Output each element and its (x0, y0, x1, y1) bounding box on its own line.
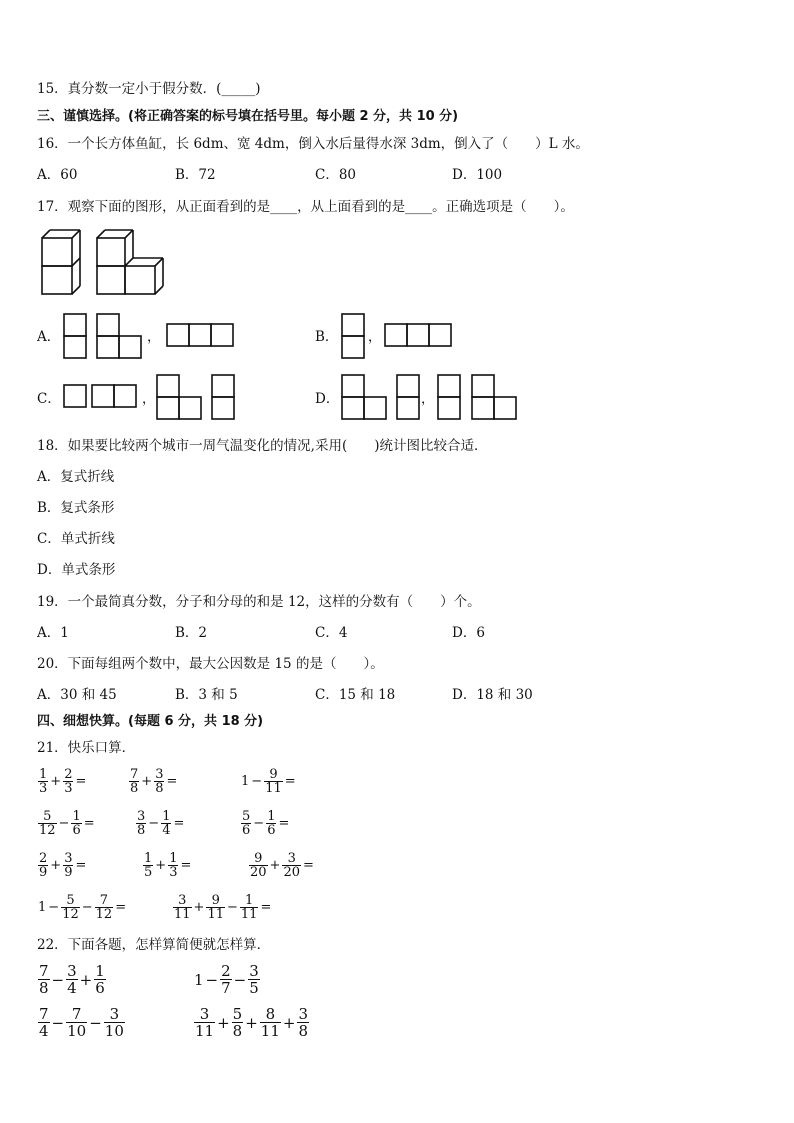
q21-expr-4-2 (172, 894, 272, 921)
denominator: 10 (67, 1022, 87, 1040)
cube-stack-figure (40, 228, 170, 298)
q17-option-c-label: C． (37, 391, 61, 407)
q16-option-d: D．100 (452, 167, 503, 183)
q18-option-a: A．复式折线 (37, 469, 115, 485)
denominator: 7 (221, 979, 231, 997)
operator: = (115, 900, 127, 915)
fraction (206, 894, 225, 921)
denominator: 6 (95, 979, 105, 997)
question-20-stem: 20．下面每组两个数中，最大公因数是 15 的是（ ）。 (37, 656, 384, 672)
fraction (173, 894, 192, 921)
denominator: 3 (64, 781, 73, 796)
fraction (38, 1006, 50, 1039)
denominator: 3 (169, 865, 178, 880)
operator: = (83, 816, 95, 831)
denominator: 4 (162, 823, 171, 838)
operator: = (166, 774, 178, 789)
operator: + (269, 858, 281, 873)
denominator: 8 (130, 781, 139, 796)
numerator: 5 (43, 809, 52, 824)
denominator: 11 (195, 1022, 215, 1040)
denominator: 12 (95, 907, 113, 922)
operator: − (81, 900, 93, 915)
q17-option-a-comma: ， (147, 329, 161, 345)
operator: = (260, 900, 272, 915)
q19-option-a: A．1 (37, 625, 69, 641)
question-17-stem: 17．观察下面的图形，从正面看到的是____，从上面看到的是____。正确选项是（ ）。 (37, 199, 574, 215)
fraction (61, 894, 80, 921)
numerator: 7 (39, 962, 49, 980)
denominator: 11 (260, 1022, 280, 1040)
numerator: 3 (249, 962, 259, 980)
numerator: 1 (144, 851, 153, 866)
denominator: 8 (232, 1022, 243, 1040)
numerator: 3 (155, 767, 164, 782)
section-3-heading: 三、谨慎选择。(将正确答案的标号填在括号里。每小题 2 分，共 10 分) (37, 109, 459, 124)
numerator: 3 (298, 1005, 309, 1023)
fraction (63, 768, 73, 795)
numerator: 3 (64, 851, 73, 866)
numerator: 7 (39, 1005, 49, 1023)
fraction (168, 852, 178, 879)
q22-expr-1-1 (37, 963, 107, 996)
q19-option-b: B．2 (175, 625, 208, 641)
numerator: 9 (269, 767, 278, 782)
denominator: 6 (267, 823, 276, 838)
denominator: 6 (72, 823, 81, 838)
operator: = (284, 774, 296, 789)
cube-stack-right (97, 230, 163, 294)
denominator: 8 (155, 781, 164, 796)
fraction (66, 1006, 87, 1039)
denominator: 11 (207, 907, 224, 922)
fraction (232, 1006, 244, 1039)
denominator: 12 (62, 907, 79, 922)
operator: + (141, 774, 153, 789)
question-21-stem: 21．快乐口算． (37, 740, 136, 756)
fraction (136, 810, 146, 837)
q21-expr-2-2 (135, 810, 185, 837)
q22-expr-2-1 (37, 1006, 126, 1039)
operator: + (50, 858, 62, 873)
fraction (241, 810, 251, 837)
q16-option-a: A．60 (37, 167, 78, 183)
numerator: 2 (221, 962, 231, 980)
question-15: 15．真分数一定小于假分数．(_____) (37, 81, 261, 97)
denominator: 5 (249, 979, 259, 997)
fraction (194, 1006, 215, 1039)
denominator: 4 (67, 979, 77, 997)
denominator: 6 (242, 823, 251, 838)
question-16-stem: 16．一个长方体鱼缸，长 6dm、宽 4dm，倒入水后量得水深 3dm，倒入了（ ）L 水。 (37, 136, 589, 152)
q18-option-d: D．单式条形 (37, 562, 116, 578)
numerator: 1 (162, 809, 171, 824)
operator: − (253, 816, 265, 831)
denominator: 9 (39, 865, 48, 880)
q17-option-b-comma: ， (368, 329, 382, 345)
operator: − (148, 816, 160, 831)
q17-option-c-comma: ， (142, 391, 156, 407)
fraction (94, 963, 106, 996)
fraction (248, 963, 260, 996)
operator: = (75, 774, 87, 789)
denominator: 11 (265, 781, 282, 796)
denominator: 3 (39, 781, 48, 796)
operator: + (282, 1013, 296, 1032)
q19-option-d: D．6 (452, 625, 485, 641)
question-19-stem: 19．一个最简真分数，分子和分母的和是 12，这样的分数有（ ）个。 (37, 594, 481, 610)
numerator: 1 (169, 851, 178, 866)
numerator: 9 (254, 851, 263, 866)
denominator: 20 (250, 865, 267, 880)
denominator: 8 (39, 979, 49, 997)
numerator: 8 (265, 1005, 276, 1023)
q21-expr-3-3 (248, 852, 315, 879)
fraction (161, 810, 171, 837)
numerator: 7 (71, 1005, 82, 1023)
numerator: 1 (39, 767, 48, 782)
operator: 1 (194, 970, 204, 989)
q17-option-b-figures (340, 312, 465, 362)
fraction (264, 768, 283, 795)
q21-expr-2-3 (240, 810, 290, 837)
cube-stack-left (42, 230, 80, 294)
numerator: 3 (199, 1005, 210, 1023)
q22-expr-1-2 (193, 963, 261, 996)
operator: − (51, 970, 65, 989)
q20-option-c: C．15 和 18 (315, 687, 396, 703)
numerator: 5 (66, 893, 75, 908)
q19-option-c: C．4 (315, 625, 348, 641)
operator: − (227, 900, 238, 915)
q22-expr-2-2 (193, 1006, 310, 1039)
q21-expr-4-1 (37, 894, 127, 921)
fraction (249, 852, 268, 879)
fraction (38, 963, 50, 996)
numerator: 5 (242, 809, 251, 824)
fraction (71, 810, 81, 837)
operator: + (217, 1013, 230, 1032)
section-4-heading: 四、细想快算。(每题 6 分，共 18 分) (37, 714, 264, 729)
operator: + (245, 1013, 258, 1032)
numerator: 3 (178, 893, 187, 908)
denominator: 12 (39, 823, 56, 838)
operator: = (180, 858, 192, 873)
q20-option-a: A．30 和 45 (37, 687, 117, 703)
operator: = (303, 858, 314, 873)
operator: = (173, 816, 185, 831)
q21-expr-3-1 (37, 852, 87, 879)
fraction (282, 852, 301, 879)
numerator: 1 (267, 809, 276, 824)
numerator: 2 (64, 767, 73, 782)
operator: = (75, 858, 87, 873)
numerator: 3 (67, 962, 77, 980)
denominator: 4 (39, 1022, 49, 1040)
q17-option-a-label: A． (37, 329, 61, 345)
operator: − (51, 1013, 65, 1032)
q21-expr-2-1 (37, 810, 96, 837)
numerator: 7 (99, 893, 109, 908)
operator: − (205, 970, 219, 989)
q21-expr-3-2 (142, 852, 192, 879)
operator: − (251, 774, 263, 789)
denominator: 8 (298, 1022, 309, 1040)
fraction (104, 1006, 125, 1039)
operator: − (233, 970, 247, 989)
q16-option-c: C．80 (315, 167, 357, 183)
q20-option-b: B．3 和 5 (175, 687, 238, 703)
numerator: 3 (287, 851, 296, 866)
fraction (129, 768, 139, 795)
operator: − (48, 900, 60, 915)
fraction (143, 852, 153, 879)
fraction (266, 810, 276, 837)
numerator: 5 (232, 1005, 243, 1023)
fraction (154, 768, 164, 795)
question-18-stem: 18．如果要比较两个城市一周气温变化的情况,采用( )统计图比较合适． (37, 438, 488, 454)
operator: 1 (38, 900, 47, 915)
q18-option-b: B．复式条形 (37, 500, 115, 516)
numerator: 1 (95, 962, 105, 980)
operator: + (79, 970, 93, 989)
fraction (63, 852, 73, 879)
fraction (297, 1006, 309, 1039)
q20-option-d: D．18 和 30 (452, 687, 533, 703)
numerator: 1 (245, 893, 254, 908)
numerator: 9 (211, 893, 220, 908)
fraction (66, 963, 78, 996)
q16-option-b: B．72 (175, 167, 216, 183)
fraction (260, 1006, 281, 1039)
fraction (220, 963, 232, 996)
denominator: 5 (144, 865, 153, 880)
operator: − (89, 1013, 102, 1032)
operator: + (193, 900, 205, 915)
q17-option-d-comma: ， (421, 391, 435, 407)
denominator: 8 (137, 823, 146, 838)
numerator: 1 (72, 809, 81, 824)
q18-option-c: C．单式折线 (37, 531, 115, 547)
fraction (240, 894, 259, 921)
operator: 1 (241, 774, 250, 789)
q21-expr-1-2 (128, 768, 178, 795)
q17-option-d-label: D． (315, 391, 340, 407)
denominator: 9 (64, 865, 73, 880)
q17-option-b-label: B． (315, 329, 339, 345)
q21-expr-1-3 (240, 768, 297, 795)
numerator: 3 (109, 1005, 120, 1023)
denominator: 20 (283, 865, 300, 880)
fraction (95, 894, 114, 921)
fraction (38, 852, 48, 879)
operator: + (50, 774, 62, 789)
operator: = (278, 816, 290, 831)
fraction (38, 768, 48, 795)
question-22-stem: 22．下面各题，怎样算简便就怎样算． (37, 937, 271, 953)
operator: + (155, 858, 167, 873)
numerator: 7 (130, 767, 139, 782)
denominator: 11 (174, 907, 191, 922)
denominator: 10 (104, 1022, 124, 1040)
numerator: 3 (137, 809, 146, 824)
fraction (38, 810, 57, 837)
denominator: 11 (240, 907, 258, 922)
q21-expr-1-1 (37, 768, 87, 795)
numerator: 2 (39, 851, 48, 866)
operator: − (58, 816, 70, 831)
